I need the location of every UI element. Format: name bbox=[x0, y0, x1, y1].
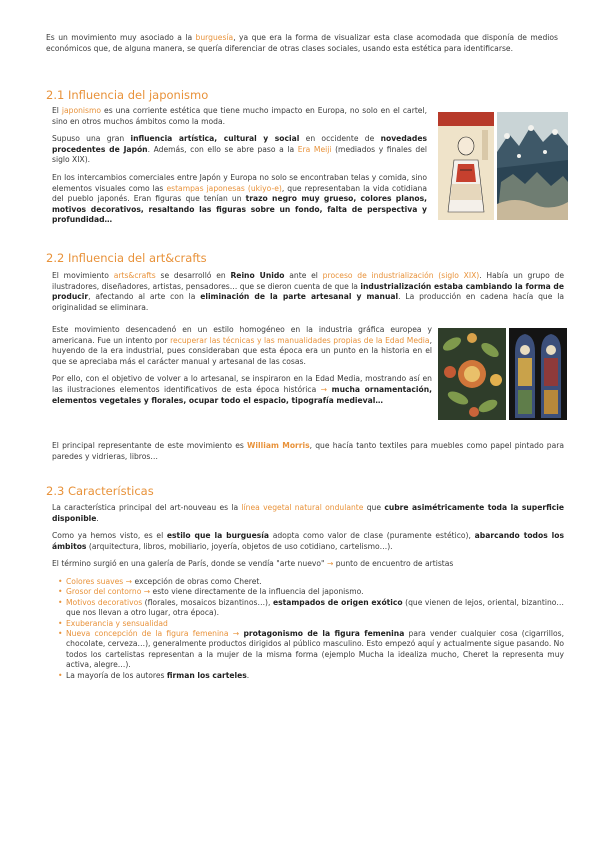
section-title-caracteristicas: 2.3 Características bbox=[46, 484, 154, 498]
artscrafts-p4: El principal representante de este movimiento es William Morris, que hacía tanto textiles para muebles como papel pintado para paredes y vidrieras, libros… bbox=[52, 441, 565, 461]
ukiyo-e-landscape-image bbox=[497, 112, 568, 220]
artscrafts-p1-block bbox=[52, 271, 564, 313]
artscrafts-p2: Este movimiento desencadenó en un estilo homogéneo en la industria gráfica europea y americana. Fue un intento por recuperar las técnicas y las manualidades propias de la Edad Media, huyendo de la era industrial, pues consideraban que esta época era un punto en la historia en el que se apreciaba más el carácter manual y artesanal de las cosas. bbox=[52, 325, 432, 366]
artscrafts-p3: Por ello, con el objetivo de volver a lo artesanal, se inspiraron en la Edad Media, mostrando así en las ilustraciones elementos identificativos de esta época histórica → mucha ornamentación, elementos vegetales y florales, ocupar todo el espacio, tipografía medieval… bbox=[52, 374, 433, 405]
artscrafts-p4-block bbox=[52, 441, 564, 462]
ukiyo-e-woman-image bbox=[438, 112, 494, 220]
list-item: • Exuberancia y sensualidad bbox=[66, 619, 564, 629]
japonismo-text bbox=[52, 106, 427, 226]
japonismo-p2: Supuso una gran influencia artística, cultural y social en occidente de novedades procedentes de Japón. Además, con ello se abre paso a la Era Meiji (mediados y finales del siglo XIX). bbox=[52, 134, 427, 165]
list-item: • Nueva concepción de la figura femenina → protagonismo de la figura femenina para vender cualquier cosa (cigarrillos, chocolate, cerveza…), generalmente productos dirigidos al público masculino. Esto empezó aquí y actualmente sigue pasando. No todos los cartelistas representan a la mujer de la misma forma (ejemplo Mucha la idealiza mucho, Cheret la representa muy activa, alegre…). bbox=[66, 629, 564, 671]
intro-paragraph: Es un movimiento muy asociado a la burguesía, ya que era la forma de visualizar esta clase acomodada que disponía de medios económicos que, de alguna manera, se quería diferenciar de otras clases sociales, usando esta estética para identificarse. bbox=[46, 33, 558, 53]
list-item: • Motivos decorativos (florales, mosaicos bizantinos…), estampados de origen exótico (que vienen de lejos, oriental, bizantino… que nos llevan a otro lugar, otra época). bbox=[66, 598, 564, 619]
morris-stained-glass-image bbox=[509, 328, 567, 420]
caracteristicas-p2: Como ya hemos visto, es el estilo que la burguesía adopta como valor de clase (puramente estético), abarcando todos los ámbitos (arquitectura, libros, mobiliario, joyería, objetos de uso cotidiano, cartelismo…). bbox=[52, 531, 564, 551]
artscrafts-p1: El movimiento arts&crafts se desarrolló en Reino Unido ante el proceso de industrialización (siglo XIX). Había un grupo de ilustradores, diseñadores, artistas, pensadores… que se dieron cuenta de que la industrialización estaba cambiando la forma de producir, afectando al arte con la eliminación de la parte artesanal y manual. La producción en cadena hacía que la originalidad se eliminara. bbox=[52, 271, 564, 312]
section-title-artscrafts: 2.2 Influencia del art&crafts bbox=[46, 251, 207, 265]
japonismo-p1: El japonismo es una corriente estética que tiene mucho impacto en Europa, no solo en el cartel, sino en otros muchos ámbitos como la moda. bbox=[52, 106, 427, 126]
caracteristicas-p3: El término surgió en una galería de París, donde se vendía "arte nuevo" → punto de encuentro de artistas bbox=[52, 559, 454, 569]
morris-textile-image bbox=[438, 328, 506, 420]
caracteristicas-p1: La característica principal del art-nouveau es la línea vegetal natural ondulante que cubre asimétricamente toda la superficie disponible. bbox=[52, 503, 564, 523]
japonismo-p3: En los intercambios comerciales entre Japón y Europa no solo se encontraban telas y comida, sino elementos visuales como las estampas japonesas (ukiyo-e), que representaban la vida cotidiana del pueblo japonés. Eran figuras que tenían un trazo negro muy grueso, colores planos, motivos decorativos, resaltando las figuras sobre un fondo, falta de perspectiva y profundidad… bbox=[52, 172, 427, 225]
artscrafts-text bbox=[52, 325, 432, 406]
caracteristicas-text bbox=[52, 503, 564, 570]
section-title-japonismo: 2.1 Influencia del japonismo bbox=[46, 88, 209, 102]
list-item: • Grosor del contorno → esto viene directamente de la influencia del japonismo. bbox=[66, 587, 564, 597]
caracteristicas-list bbox=[56, 577, 564, 681]
list-item: • La mayoría de los autores firman los carteles. bbox=[66, 671, 564, 681]
list-item: • Colores suaves → excepción de obras como Cheret. bbox=[66, 577, 564, 587]
